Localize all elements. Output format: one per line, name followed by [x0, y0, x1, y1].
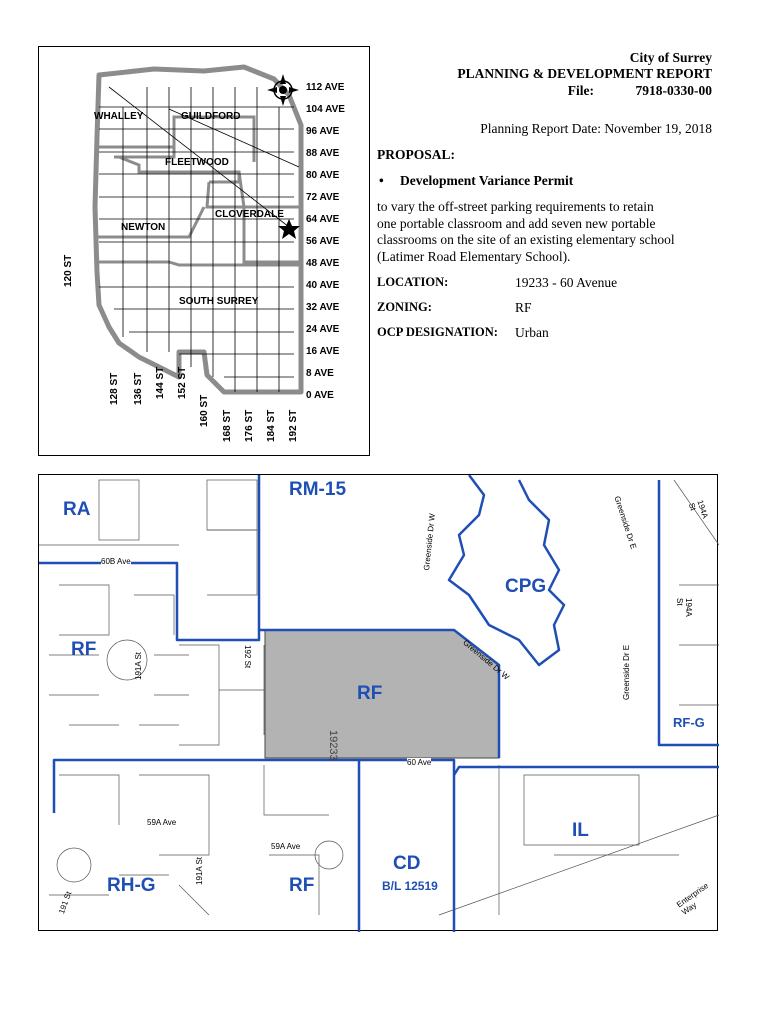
- street-label: 184 ST: [266, 409, 277, 442]
- avenue-label: 8 AVE: [306, 368, 334, 379]
- proposal-heading: PROPOSAL:: [377, 147, 456, 162]
- street-label: 136 ST: [133, 372, 144, 405]
- area-label-newton: NEWTON: [121, 222, 166, 233]
- zone-label-cpg: CPG: [505, 576, 547, 597]
- zone-label-cd: CD: [393, 853, 421, 874]
- site-address-label: 19233: [327, 730, 339, 761]
- file-number: 7918-0330-00: [635, 83, 712, 98]
- zone-label-rf-g: RF-G: [673, 715, 705, 730]
- street-label-59a-ave-2: 59A Ave: [271, 842, 301, 851]
- avenue-label: 64 AVE: [306, 214, 340, 225]
- avenue-label: 32 AVE: [306, 302, 340, 313]
- street-label-194a-st-2: 194A St: [675, 598, 693, 617]
- street-label-191a-st: 191A St: [134, 651, 143, 680]
- city-name: City of Surrey: [629, 50, 712, 65]
- area-label-cloverdale: CLOVERDALE: [215, 209, 284, 220]
- ocp-designation-value: Urban: [515, 325, 549, 340]
- street-label-enterprise-way: Enterprise Way: [675, 881, 711, 917]
- street-label-191-st: 191 St: [57, 890, 74, 916]
- street-label: 144 ST: [155, 366, 166, 399]
- description-line: to vary the off-street parking requirements to retain: [377, 199, 654, 214]
- zone-label-rf-site: RF: [357, 683, 383, 704]
- site-location-star-icon: [278, 219, 300, 239]
- avenue-label: 96 AVE: [306, 126, 340, 137]
- description-line: (Latimer Road Elementary School).: [377, 248, 571, 264]
- zone-label-rh-g: RH-G: [107, 875, 156, 896]
- zone-label-rf-south: RF: [289, 875, 315, 896]
- street-label-greenside-dr-e-2: Greenside Dr E: [622, 644, 631, 700]
- zoning-map: [38, 474, 718, 931]
- area-label-fleetwood: FLEETWOOD: [165, 157, 229, 168]
- street-label-192-st: 192 St: [243, 645, 252, 669]
- file-label: File:: [567, 83, 594, 98]
- road-grid: [99, 87, 299, 392]
- location-value: 19233 - 60 Avenue: [515, 275, 618, 290]
- proposal-bullet-icon: •: [379, 173, 384, 188]
- area-label-whalley: WHALLEY: [94, 111, 144, 122]
- ocp-designation-label: OCP DESIGNATION:: [377, 325, 498, 339]
- zone-label-rf: RF: [71, 639, 97, 660]
- description-line: classrooms on the site of an existing elementary school: [377, 232, 675, 247]
- avenue-label: 80 AVE: [306, 170, 340, 181]
- street-label-60b-ave: 60B Ave: [101, 557, 131, 566]
- cd-bylaw-label: B/L 12519: [382, 879, 438, 893]
- zoning-value: RF: [515, 300, 532, 315]
- street-label: 192 ST: [288, 409, 299, 442]
- street-label: 176 ST: [244, 409, 255, 442]
- street-label-greenside-dr-e: Greenside Dr E: [612, 495, 639, 551]
- locator-map: [38, 46, 370, 456]
- avenue-label: 24 AVE: [306, 324, 340, 335]
- location-label: LOCATION:: [377, 275, 449, 289]
- street-label: 168 ST: [222, 409, 233, 442]
- community-boundaries: [97, 117, 301, 265]
- zoning-label: ZONING:: [377, 300, 432, 314]
- zone-label-il: IL: [572, 820, 589, 841]
- street-label: 120 ST: [63, 254, 74, 287]
- avenue-label: 104 AVE: [306, 104, 345, 115]
- avenue-label: 56 AVE: [306, 236, 340, 247]
- street-label-194a-st: 194A St: [686, 499, 710, 520]
- street-label-191a-st-2: 191A St: [195, 856, 204, 885]
- avenue-label: 16 AVE: [306, 346, 340, 357]
- proposal-description: [377, 199, 675, 265]
- report-date: Planning Report Date: November 19, 2018: [480, 121, 712, 136]
- street-label-greenside-dr-w-2: Greenside Dr W: [461, 638, 511, 682]
- avenue-label: 48 AVE: [306, 258, 340, 269]
- street-label-60-ave: 60 Ave: [407, 758, 432, 767]
- description-line: one portable classroom and add seven new portable: [377, 215, 656, 231]
- street-label: 152 ST: [177, 366, 188, 399]
- zone-label-rm-15: RM-15: [289, 479, 347, 500]
- area-label-south-surrey: SOUTH SURREY: [179, 296, 259, 307]
- report-title: PLANNING & DEVELOPMENT REPORT: [457, 66, 712, 81]
- avenue-label: 0 AVE: [306, 390, 334, 401]
- street-label-59a-ave: 59A Ave: [147, 818, 177, 827]
- street-label-greenside-dr-w: Greenside Dr W: [422, 512, 437, 571]
- street-label: 128 ST: [109, 372, 120, 405]
- zone-label-ra: RA: [63, 499, 91, 520]
- avenue-label: 72 AVE: [306, 192, 340, 203]
- avenue-label: 88 AVE: [306, 148, 340, 159]
- proposal-type: Development Variance Permit: [400, 173, 574, 188]
- street-label: 160 ST: [199, 394, 210, 427]
- avenue-label: 40 AVE: [306, 280, 340, 291]
- avenue-label: 112 AVE: [306, 82, 345, 93]
- area-label-guildford: GUILDFORD: [181, 111, 241, 122]
